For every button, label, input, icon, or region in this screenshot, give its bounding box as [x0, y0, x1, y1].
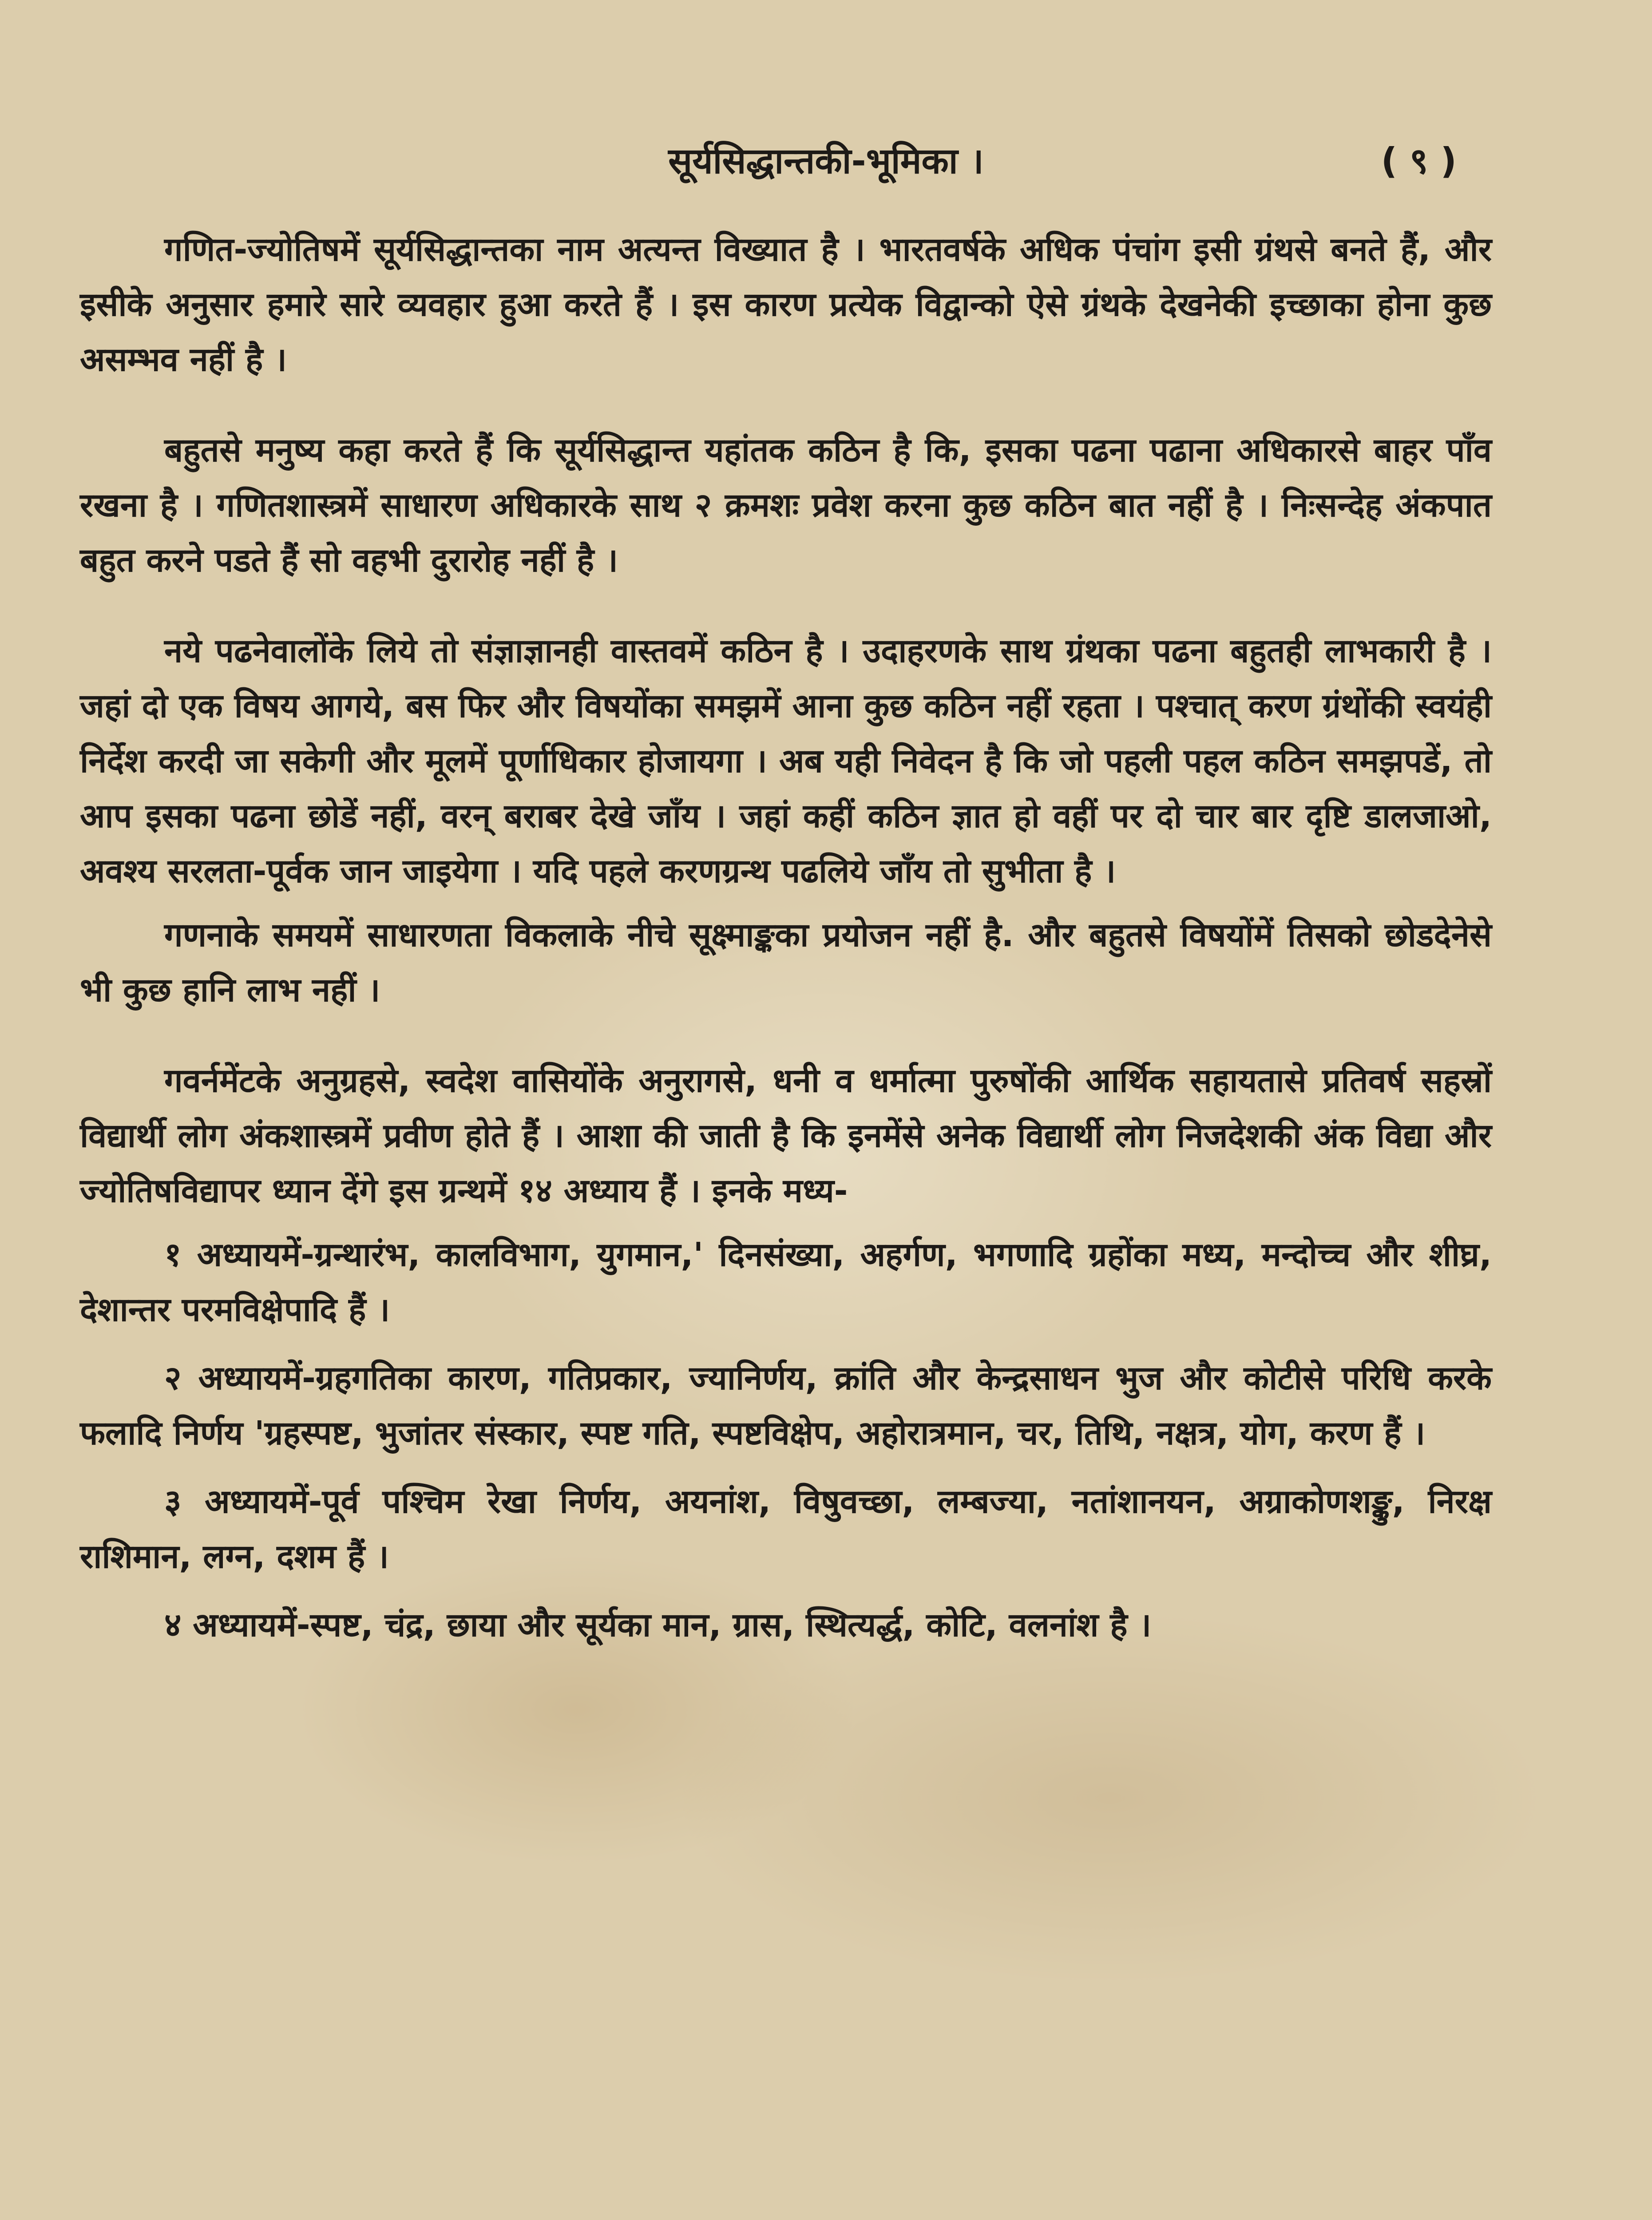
- page-number: ( ९ ): [1381, 140, 1457, 182]
- paragraph-new-readers: नये पढनेवालोंके लिये तो संज्ञाज्ञानही वास्तवमें कठिन है । उदाहरणके साथ ग्रंथका पढना बहुतही लाभकारी है । जहां दो एक विषय आगये, बस फिर और विषयोंका समझमें आना कुछ कठिन नहीं रहता । पश्चात् करण ग्रंथोंकी स्वयंही निर्देश करदी जा सकेगी और मूलमें पूर्णाधिकार होजायगा । अब यही निवेदन है कि जो पहली पहल कठिन समझपडें, तो आप इसका पढना छोडें नहीं, वरन् बराबर देखे जाँय । जहां कहीं कठिन ज्ञात हो वहीं पर दो चार बार दृष्टि डालजाओ, अवश्य सरलता-पूर्वक जान जाइयेगा । यदि पहले करणग्रन्थ पढलिये जाँय तो सुभीता है ।: [80, 632, 1492, 890]
- chapter-summary-3: ३ अध्यायमें-पूर्व पश्चिम रेखा निर्णय, अयनांश, विषुवच्छा, लम्बज्या, नतांशानयन, अग्राकोणशङ्कु, निरक्ष राशिमान, लग्न, दशम हैं ।: [80, 1483, 1492, 1576]
- page-title: सूर्यसिद्धान्तकी-भूमिका ।: [668, 140, 984, 182]
- chapter-summary-1: १ अध्यायमें-ग्रन्थारंभ, कालविभाग, युगमान,' दिनसंख्या, अहर्गण, भगणादि ग्रहोंका मध्य, मन्दोच्च और शीघ्र, देशान्तर परमविक्षेपादि हैं ।: [80, 1236, 1492, 1329]
- paragraph-calculation: गणनाके समयमें साधारणता विकलाके नीचे सूक्ष्माङ्कका प्रयोजन नहीं है. और बहुतसे विषयोंमें तिसको छोडदेनेसे भी कुछ हानि लाभ नहीं ।: [80, 916, 1492, 1009]
- paragraph-intro: गणित-ज्योतिषमें सूर्यसिद्धान्तका नाम अत्यन्त विख्यात है । भारतवर्षके अधिक पंचांग इसी ग्रंथसे बनते हैं, और इसीके अनुसार हमारे सारे व्यवहार हुआ करते हैं । इस कारण प्रत्येक विद्वान्को ऐसे ग्रंथके देखनेकी इच्छाका होना कुछ असम्भव नहीं है ।: [80, 230, 1492, 379]
- chapter-summary-4: ४ अध्यायमें-स्पष्ट, चंद्र, छाया और सूर्यका मान, ग्रास, स्थित्यर्द्ध, कोटि, वलनांश है ।: [164, 1606, 1152, 1644]
- paragraph-government: गवर्नमेंटके अनुग्रहसे, स्वदेश वासियोंके अनुरागसे, धनी व धर्मात्मा पुरुषोंकी आर्थिक सहायतासे प्रतिवर्ष सहस्रों विद्यार्थी लोग अंकशास्त्रमें प्रवीण होते हैं । आशा की जाती है कि इनमेंसे अनेक विद्यार्थी लोग निजदेशकी अंक विद्या और ज्योतिषविद्यापर ध्यान देंगे इस ग्रन्थमें १४ अध्याय हैं । इनके मध्य-: [80, 1062, 1492, 1210]
- chapter-summary-2: २ अध्यायमें-ग्रहगतिका कारण, गतिप्रकार, ज्यानिर्णय, क्रांति और केन्द्रसाधन भुज और कोटीसे परिधि करके फलादि निर्णय 'ग्रहस्पष्ट, भुजांतर संस्कार, स्पष्ट गति, स्पष्टविक्षेप, अहोरात्रमान, चर, तिथि, नक्षत्र, योग, करण हैं ।: [80, 1359, 1492, 1452]
- paragraph-difficulty: बहुतसे मनुष्य कहा करते हैं कि सूर्यसिद्धान्त यहांतक कठिन है कि, इसका पढना पढाना अधिकारसे बाहर पाँव रखना है । गणितशास्त्रमें साधारण अधिकारके साथ २ क्रमशः प्रवेश करना कुछ कठिन बात नहीं है । निःसन्देह अंकपात बहुत करने पडते हैं सो वहभी दुरारोह नहीं है ।: [80, 431, 1492, 579]
- page-header: [0, 127, 1652, 193]
- page-body: [80, 222, 1492, 1666]
